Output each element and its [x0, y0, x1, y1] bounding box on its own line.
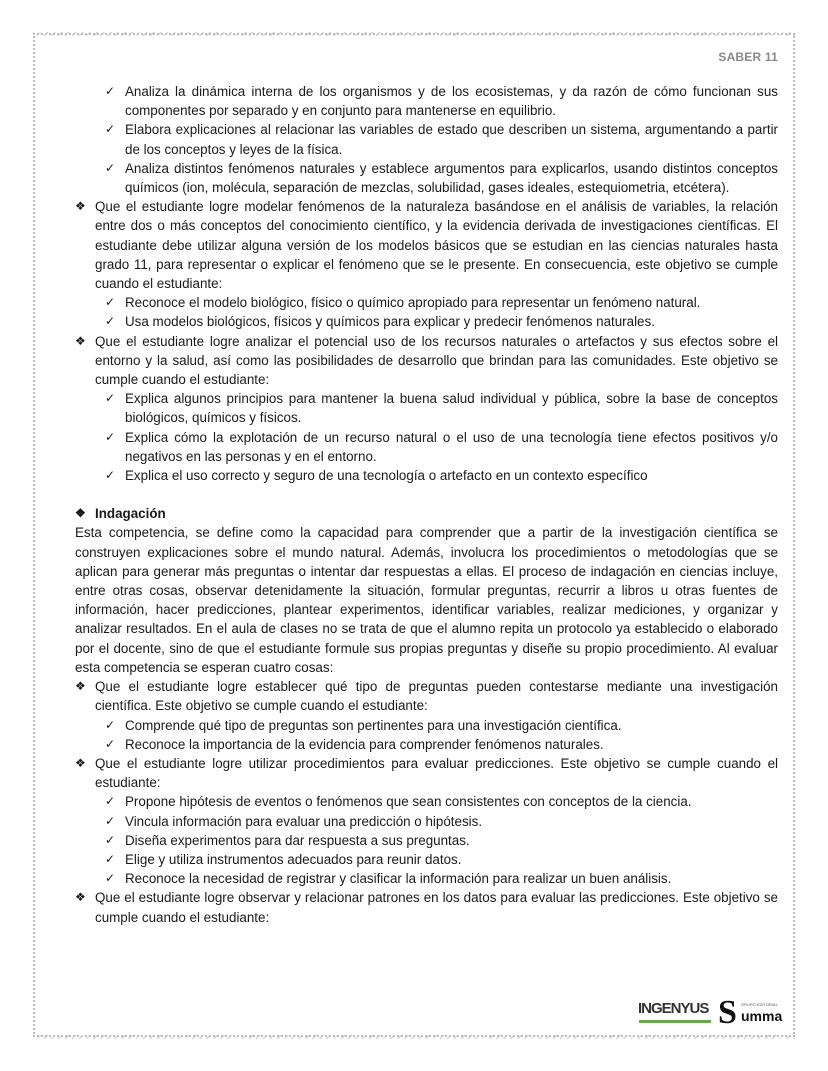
check-item: ✓ Reconoce la necesidad de registrar y clasificar la información para realizar un buen análisis. — [75, 869, 778, 888]
summa-logo-text: umma — [741, 1008, 783, 1024]
objective-item: ❖ Que el estudiante logre modelar fenómenos de la naturaleza basándose en el análisis de variables, la relación entre dos o más conceptos del conocimiento científico, y la evidencia derivada de investigaciones científicas. El estudiante debe utilizar alguna versión de los modelos básicos que se estudian en las ciencias naturales hasta grado 11, para representar o explicar el fenómeno que se le presente. En consecuencia, este objetivo se cumple cuando el estudiante: — [75, 199, 778, 292]
diamond-bullet-icon: ❖ — [75, 199, 86, 214]
summa-logo-subtitle: GRUPO EDITORIAL — [741, 1002, 778, 1007]
checkmark-icon: ✓ — [105, 160, 116, 175]
objective-item: ❖ Que el estudiante logre observar y relacionar patrones en los datos para evaluar las predicciones. Este objetivo se cumple cuando el estudiante: — [75, 890, 778, 925]
check-item: ✓ Comprende qué tipo de preguntas son pertinentes para una investigación científica. — [75, 716, 778, 735]
check-item: ✓ Vincula información para evaluar una predicción o hipótesis. — [75, 812, 778, 831]
page-header-label: SABER 11 — [718, 50, 778, 64]
objective-item: ❖ Que el estudiante logre utilizar procedimientos para evaluar predicciones. Este objetivo se cumple cuando el estudiante: — [75, 755, 778, 791]
footer-logos — [638, 994, 790, 1032]
checkmark-icon: ✓ — [105, 429, 116, 444]
checkmark-icon: ✓ — [105, 122, 116, 137]
checkmark-icon: ✓ — [105, 468, 116, 483]
ingenyus-logo: INGENYUS — [638, 1000, 709, 1017]
objective-item: ❖ Que el estudiante logre establecer qué tipo de preguntas pueden contestarse mediante una investigación científica. Este objetivo se cumple cuando el estudiante: — [75, 679, 778, 714]
check-item: ✓ Usa modelos biológicos, físicos y químicos para explicar y predecir fenómenos naturales. — [75, 312, 778, 331]
checkmark-icon: ✓ — [105, 851, 116, 866]
diamond-bullet-icon: ❖ — [75, 333, 86, 348]
check-item: ✓ Elabora explicaciones al relacionar las variables de estado que describen un sistema, argumentando a partir de los conceptos y leyes de la física. — [105, 122, 778, 157]
checkmark-icon: ✓ — [105, 84, 116, 98]
checkmark-icon: ✓ — [105, 717, 116, 732]
document-body — [75, 82, 778, 927]
diamond-bullet-icon: ❖ — [75, 679, 86, 694]
checkmark-icon: ✓ — [105, 794, 116, 809]
checkmark-icon: ✓ — [105, 813, 116, 828]
check-item: ✓ Diseña experimentos para dar respuesta a sus preguntas. — [75, 831, 778, 850]
check-item: ✓ Reconoce el modelo biológico, físico o químico apropiado para representar un fenómeno natural. — [75, 293, 778, 312]
diamond-bullet-icon: ❖ — [75, 755, 86, 770]
check-item: ✓ Analiza distintos fenómenos naturales y establece argumentos para explicarlos, usando distintos conceptos químicos (ion, molécula, separación de mezclas, solubilidad, gases ideales, estequiometria, etcétera). — [105, 160, 778, 196]
check-item: ✓ Explica el uso correcto y seguro de una tecnología o artefacto en un contexto específico — [75, 466, 778, 485]
check-item: ✓ Propone hipótesis de eventos o fenómenos que sean consistentes con conceptos de la ciencia. — [75, 792, 778, 811]
check-item: ✓ Elige y utiliza instrumentos adecuados para reunir datos. — [75, 850, 778, 869]
checkmark-icon: ✓ — [105, 295, 116, 310]
checkmark-icon: ✓ — [105, 314, 116, 329]
check-item: ✓ Explica algunos principios para mantener la buena salud individual y pública, sobre la base de conceptos biológicos, químicos y físicos. — [105, 391, 778, 426]
section-title-indagacion: ❖ Indagación — [75, 504, 778, 523]
check-item: ✓ Explica cómo la explotación de un recurso natural o el uso de una tecnología tiene efectos positivos y/o negativos en las personas y en el entorno. — [105, 429, 778, 464]
objective-item: ❖ Que el estudiante logre analizar el potencial uso de los recursos naturales o artefactos y sus efectos sobre el entorno y la salud, así como las posibilidades de desarrollo que brindan para las comunidades. Este objetivo se cumple cuando el estudiante: — [75, 333, 778, 388]
checkmark-icon: ✓ — [105, 391, 116, 406]
diamond-bullet-icon: ❖ — [75, 890, 86, 905]
checkmark-icon: ✓ — [105, 871, 116, 886]
check-item: ✓ Analiza la dinámica interna de los organismos y de los ecosistemas, y da razón de cómo funcionan sus componentes por separado y en conjunto para mantenerse en equilibrio. — [105, 84, 778, 119]
summa-logo-initial: S — [718, 994, 737, 1031]
checkmark-icon: ✓ — [105, 832, 116, 847]
checkmark-icon: ✓ — [105, 736, 116, 751]
section-intro: Esta competencia, se define como la capacidad para comprender que a partir de la investigación científica se construyen explicaciones sobre el mundo natural. Además, involucra los procedimientos o metodologías que se aplican para generar más preguntas o intentar dar respuestas a ellas. El proceso de indagación en ciencias incluye, entre otras cosas, observar detenidamente la situación, formular preguntas, recurrir a libros u otras fuentes de información, hacer predicciones, plantear experimentos, identificar variables, realizar mediciones, y organizar y analizar resultados. En el aula de clases no se trata de que el alumno repita un protocolo ya establecido o elaborado por el docente, sino de que el estudiante formule sus propias preguntas y diseñe su propio procedimiento. Al evaluar esta competencia se esperan cuatro cosas: — [75, 525, 778, 675]
diamond-bullet-icon: ❖ — [75, 506, 86, 521]
check-item: ✓ Reconoce la importancia de la evidencia para comprender fenómenos naturales. — [75, 735, 778, 754]
ingenyus-logo-underline — [639, 1020, 711, 1023]
